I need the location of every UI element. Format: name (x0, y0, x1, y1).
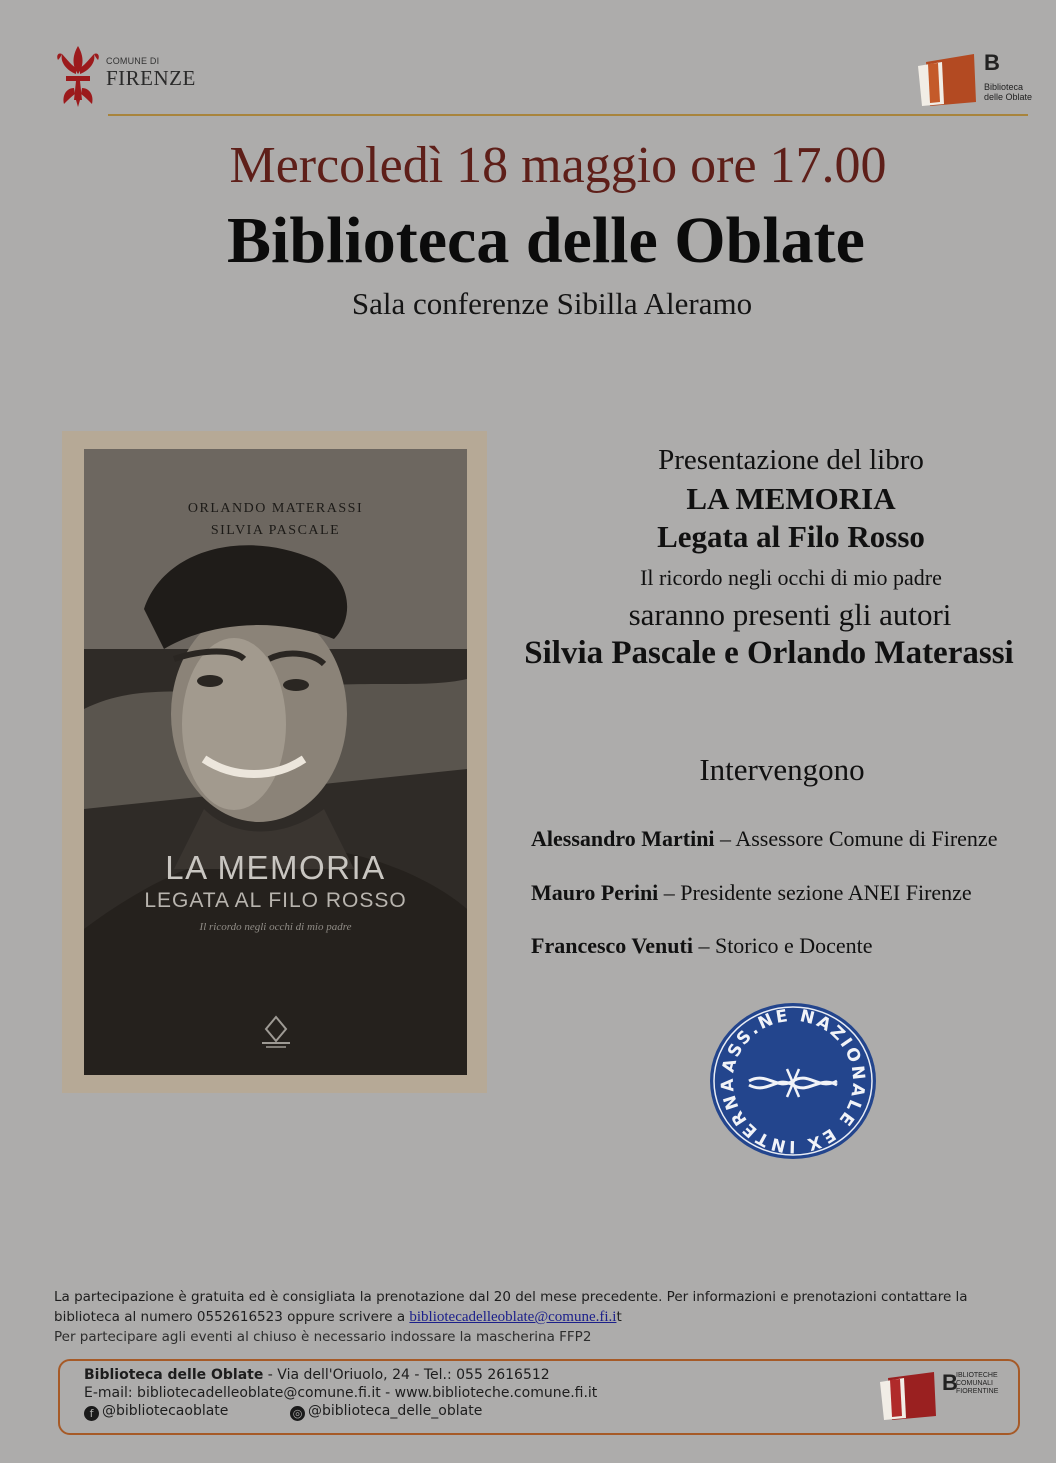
book-subtitle: Il ricordo negli occhi di mio padre (640, 565, 942, 590)
speaker-role: – Storico e Docente (692, 933, 873, 958)
info-note-line2-text: biblioteca al numero 0552616523 oppure scrivere a (54, 1309, 410, 1325)
speaker-item (531, 933, 873, 959)
oblate-logo-line1: Biblioteca (984, 82, 1024, 92)
footer-library-name: Biblioteca delle Oblate (84, 1367, 264, 1383)
authors-intro: saranno presenti gli autori (628, 597, 952, 632)
oblate-logo-text (984, 82, 1032, 102)
speakers-title: Intervengono (699, 752, 865, 787)
cover-subtitle: LEGATA AL FILO ROSSO (144, 889, 407, 912)
anei-ring-text: ASS.NE NAZIONALE EX INTERNA (717, 1005, 869, 1157)
book-cover-image (62, 431, 487, 1093)
florence-lily-icon (56, 44, 100, 108)
cover-title: LA MEMORIA (165, 849, 386, 886)
oblate-logo-line2: delle Oblate (984, 92, 1033, 102)
facebook-icon: f (84, 1406, 99, 1421)
venue-room: Sala conferenze Sibilla Aleramo (351, 286, 753, 321)
anei-seal-icon (707, 1001, 879, 1161)
bcf-logo-letter: B (942, 1370, 958, 1395)
speaker-role: – Assessore Comune di Firenze (714, 826, 998, 851)
instagram-icon: ◎ (290, 1406, 305, 1421)
oblate-logo (914, 50, 1034, 110)
bcf-line2: COMUNALI (956, 1380, 993, 1387)
speaker-name: Francesco Venuti (531, 933, 693, 958)
book-title-line1: LA MEMORIA (686, 481, 896, 516)
speaker-item (531, 880, 972, 906)
firenze-label: FIRENZE (106, 66, 196, 90)
info-note-line2 (54, 1309, 622, 1326)
comune-label: COMUNE DI (106, 56, 160, 66)
email-link[interactable]: bibliotecadelleoblate@comune.fi.i (409, 1309, 617, 1325)
oblate-book-icon (914, 52, 978, 108)
comune-firenze-logo (56, 44, 196, 110)
event-date: Mercoledì 18 maggio ore 17.00 (229, 137, 887, 194)
instagram-link[interactable] (290, 1403, 482, 1421)
anei-logo (707, 1001, 879, 1161)
footer-contacts: E-mail: bibliotecadelleoblate@comune.fi.it - www.biblioteche.comune.fi.it (84, 1385, 598, 1401)
footer-social-line (84, 1403, 483, 1421)
facebook-handle: @bibliotecaoblate (102, 1403, 229, 1419)
authors-names: Silvia Pascale e Orlando Materassi (524, 635, 1014, 671)
speaker-role: – Presidente sezione ANEI Firenze (658, 880, 972, 905)
soldier-portrait-image (84, 509, 467, 1075)
info-note-line1: La partecipazione è gratuita ed è consigliata la prenotazione dal 20 del mese precedente. Per informazioni e prenotazioni contattare la (54, 1289, 968, 1305)
bcf-line1: IBLIOTECHE (956, 1372, 998, 1379)
venue-title: Biblioteca delle Oblate (227, 204, 865, 277)
header-divider (108, 114, 1028, 116)
presentation-label: Presentazione del libro (658, 444, 924, 476)
cover-author-1: ORLANDO MATERASSI (187, 501, 364, 516)
speaker-name: Alessandro Martini (531, 826, 715, 851)
cover-tagline: Il ricordo negli occhi di mio padre (199, 921, 352, 933)
speaker-item (531, 826, 997, 852)
bcf-line3: FIORENTINE (956, 1388, 999, 1395)
footer-address-line (84, 1367, 550, 1383)
email-link-suffix: t (616, 1309, 622, 1325)
bcf-book-icon (878, 1370, 938, 1422)
biblioteche-comunali-logo (878, 1368, 998, 1422)
speaker-name: Mauro Perini (531, 880, 659, 905)
publisher-logo-icon (256, 1013, 296, 1053)
book-cover-inner (84, 449, 467, 1075)
book-title-line2: Legata al Filo Rosso (657, 519, 925, 554)
instagram-handle: @biblioteca_delle_oblate (308, 1403, 483, 1419)
facebook-link[interactable] (84, 1403, 228, 1419)
cover-author-2: SILVIA PASCALE (210, 523, 341, 538)
footer-address: - Via dell'Oriuolo, 24 - Tel.: 055 2616512 (263, 1367, 550, 1383)
bcf-logo-text (956, 1372, 998, 1396)
oblate-logo-letter: B (984, 50, 1000, 75)
mask-note: Per partecipare agli eventi al chiuso è necessario indossare la mascherina FFP2 (54, 1329, 592, 1345)
